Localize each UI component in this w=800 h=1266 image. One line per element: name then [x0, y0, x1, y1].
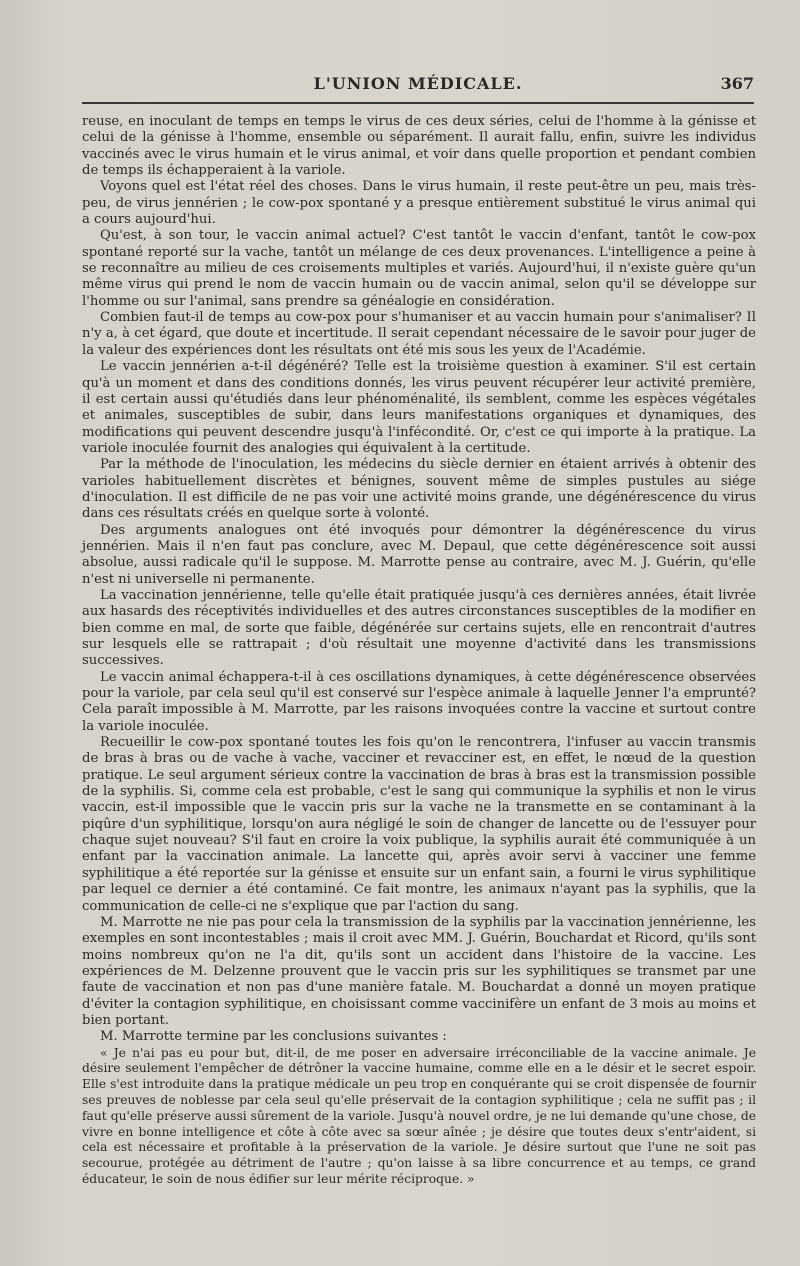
header-rule — [82, 102, 754, 104]
paragraph: M. Marrotte termine par les conclusions suivantes : — [100, 1029, 447, 1045]
page-number: 367 — [720, 74, 754, 93]
running-header — [82, 74, 754, 100]
paragraph: Recueillir le cow-pox spontané toutes les fois qu'on le rencontrera, l'infuser au vaccin transmis de bras à bras ou de vache à vache, vacciner et revacciner est, en effet, le nœud de la question pratique. Le seul argument sérieux contre la vaccination de bras à bras est la transmission possible de la syphilis. Si, comme cela est probable, c'est le sang qui communique la syphilis et non le virus vaccin, est-il impossible que le vaccin pris sur la vache ne la transmette en se contaminant à la piqûre d'un syphilitique, lorsqu'on aura négligé le soin de changer de lancette ou de l'essuyer pour chaque sujet nouveau? S'il faut en croire la voix publique, la syphilis aurait été communiquée à un enfant par la vaccination animale. La lancette qui, après avoir servi à vacciner une femme syphilitique a été reportée sur la génisse et ensuite sur un enfant sain, a fourni le virus syphilitique par lequel ce dernier a été contaminé. Ce fait montre, les animaux n'ayant pas la syphilis, que la communication de celle-ci ne s'explique que par l'action du sang. — [82, 735, 756, 914]
paragraph: Voyons quel est l'état réel des choses. Dans le virus humain, il reste peut-être un peu, mais très-peu, de virus jennérien ; le cow-pox spontané y a presque entièrement substitué le virus animal qui a cours aujourd'hui. — [82, 179, 756, 228]
paragraph: M. Marrotte ne nie pas pour cela la transmission de la syphilis par la vaccination jennérienne, les exemples en sont incontestables ; mais il croit avec MM. J. Guérin, Bouchardat et Ricord, qu'ils sont moins nombreux qu'on ne l'a dit, qu'ils sont un accident dans l'histoire de la vaccine. Les expériences de M. Delzenne prouvent que le vaccin pris sur les syphilitiques se transmet par une faute de vaccination et non pas d'une manière fatale. M. Bouchardat a donné un moyen pratique d'éviter la contagion syphilitique, en choisissant comme vaccinifère un enfant de 3 mois au moins et bien portant. — [82, 914, 756, 1028]
paragraph: Des arguments analogues ont été invoqués pour démontrer la dégénérescence du virus jennérien. Mais il n'en faut pas conclure, avec M. Depaul, que cette dégénérescence soit aussi absolue, aussi radicale qu'il le suppose. M. Marrotte pense au contraire, avec M. J. Guérin, qu'elle n'est ni universelle ni permanente. — [82, 522, 756, 587]
paragraph: La vaccination jennérienne, telle qu'elle était pratiquée jusqu'à ces dernières années, était livrée aux hasards des réceptivités individuelles et des autres circonstances susceptibles de la modifier en bien comme en mal, de sorte que faible, dégénérée sur certains sujets, elle en rencontrait d'autres sur lesquels elle se rattrapait ; d'où résultait une moyenne d'activité dans les transmissions successives. — [82, 587, 756, 669]
paragraph: Le vaccin jennérien a-t-il dégénéré? Telle est la troisième question à examiner. S'il est certain qu'à un moment et dans des conditions donnés, les virus peuvent récupérer leur activité première, il est certain aussi qu'étudiés dans leur phénoménalité, ils semblent, comme les espèces végétales et animales, susceptibles de subir, dans leurs manifestations organiques et dynamiques, des modifications qui peuvent descendre jusqu'à l'infécondité. Or, c'est ce qui importe à la pratique. La variole inoculée fournit des analogies qui équivalent à la certitude. — [82, 359, 756, 456]
running-title: L'UNION MÉDICALE. — [313, 74, 523, 93]
paragraph: Qu'est, à son tour, le vaccin animal actuel? C'est tantôt le vaccin d'enfant, tantôt le cow-pox spontané reporté sur la vache, tantôt un mélange de ces deux provenances. L'intelligence a peine à se reconnaître au milieu de ces croisements multiples et variés. Aujourd'hui, il n'existe guère qu'un même virus qui prend le nom de vaccin humain ou de vaccin animal, selon qu'il se développe sur l'homme ou sur l'animal, sans prendre sa généalogie en considération. — [82, 228, 756, 309]
paragraph: Par la méthode de l'inoculation, les médecins du siècle dernier en étaient arrivés à obtenir des varioles habituellement discrètes et bénignes, souvent même de simples pustules au siége d'inoculation. Il est difficile de ne pas voir une activité moins grande, une dégénérescence du virus dans ces résultats créés en quelque sorte à volonté. — [82, 457, 756, 522]
paragraph: reuse, en inoculant de temps en temps le virus de ces deux séries, celui de l'homme à la génisse et celui de la génisse à l'homme, ensemble ou séparément. Il aurait fallu, enfin, suivre les individus vaccinés avec le virus humain et le virus animal, et voir dans quelle proportion et pendant combien de temps ils échapperaient à la variole. — [82, 114, 756, 179]
quotation-paragraph: « Je n'ai pas eu pour but, dit-il, de me poser en adversaire irréconciliable de la vaccine animale. Je désire seulement l'empêcher de détrôner la vaccine humaine, comme elle en a le désir et le secret espoir. Elle s'est introduite dans la pratique médicale un peu trop en conquérante qui se croit dispensée de fournir ses preuves de noblesse par cela seul qu'elle préservait de la contagion syphilitique ; cela ne suffit pas ; il faut qu'elle préserve aussi sûrement de la variole. Jusqu'à nouvel ordre, je ne lui demande qu'une chose, de vivre en bonne intelligence et côte à côte avec sa sœur aînée ; je désire que toutes deux s'entr'aident, si cela est nécessaire et profitable à la préservation de la variole. Je désire surtout que l'une ne soit pas secourue, protégée au détriment de l'autre ; qu'on laisse à sa libre concurrence et au temps, ce grand éducateur, le soin de nous édifier sur leur mérite réciproque. » — [82, 1045, 756, 1186]
paragraph: Le vaccin animal échappera-t-il à ces oscillations dynamiques, à cette dégénérescence observées pour la variole, par cela seul qu'il est conservé sur l'espèce animale à laquelle Jenner l'a emprunté? Cela paraît impossible à M. Marrotte, par les raisons invoquées contre la vaccine et surtout contre la variole inoculée. — [82, 669, 756, 734]
paragraph: Combien faut-il de temps au cow-pox pour s'humaniser et au vaccin humain pour s'animaliser? Il n'y a, à cet égard, que doute et incertitude. Il serait cependant nécessaire de le savoir pour juger de la valeur des expériences dont les résultats ont été mis sous les yeux de l'Académie. — [82, 310, 756, 358]
body-text — [82, 114, 756, 1188]
